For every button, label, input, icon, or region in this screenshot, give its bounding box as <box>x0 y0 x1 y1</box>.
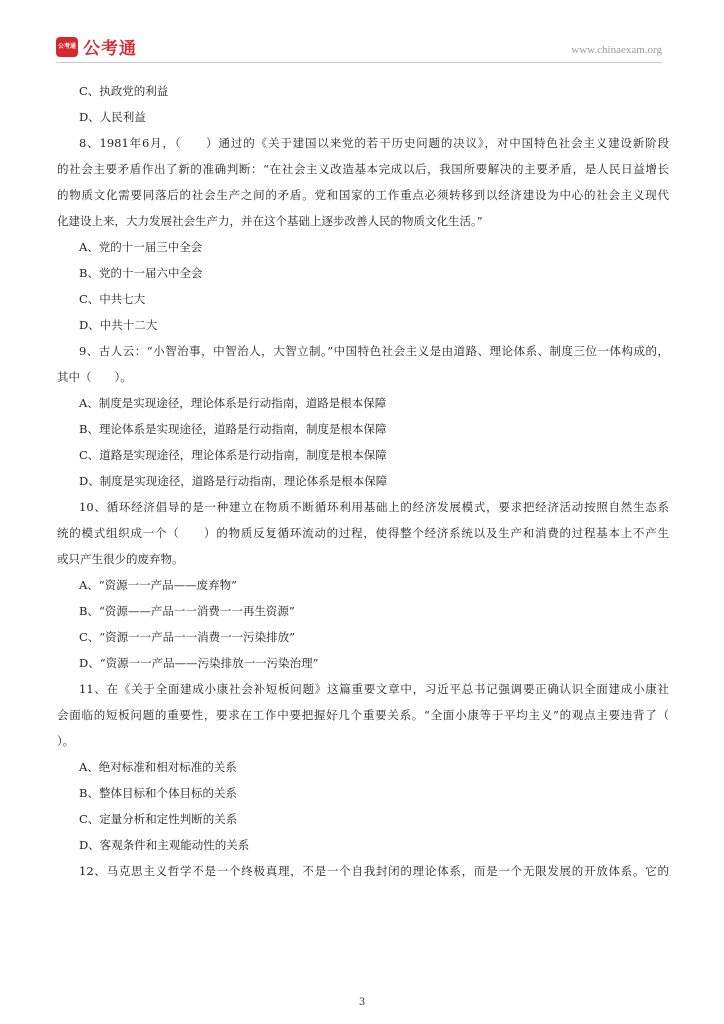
text-line: 其中（ ）。 <box>57 370 132 384</box>
answer-option: B、党的十一届六中全会 <box>79 266 203 280</box>
answer-option: A、绝对标准和相对标准的关系 <box>79 760 237 774</box>
logo-text: 公考通 <box>83 39 137 59</box>
site-url[interactable]: www.chinaexam.org <box>571 44 662 56</box>
answer-option: A、制度是实现途径，理论体系是行动指南，道路是根本保障 <box>79 396 387 410</box>
question-text: 9、古人云：“小智治事，中智治人，大智立制。”中国特色社会主义是由道路、理论体系、制度三位一体构成的， <box>79 344 669 358</box>
logo[interactable] <box>56 34 137 59</box>
header-divider <box>56 62 662 63</box>
question-text: 10、循环经济倡导的是一种建立在物质不断循环利用基础上的经济发展模式，要求把经济活动按照自然生态系 <box>79 500 669 514</box>
question-text: 12、马克思主义哲学不是一个终极真理，不是一个自我封闭的理论体系，而是一个无限发展的开放体系。它的 <box>79 864 669 878</box>
answer-option: D、客观条件和主观能动性的关系 <box>79 838 250 852</box>
answer-option: D、人民利益 <box>79 110 146 124</box>
text-line: ）。 <box>57 734 75 748</box>
page-number: 3 <box>358 997 366 1008</box>
answer-option: B、整体目标和个体目标的关系 <box>79 786 237 800</box>
text-line: 的物质文化需要同落后的社会生产之间的矛盾。党和国家的工作重点必须转移到以经济建设为中心的社会主义现代 <box>57 188 669 202</box>
text-line: 的社会主要矛盾作出了新的准确判断：“在社会主义改造基本完成以后，我国所要解决的主要矛盾，是人民日益增长 <box>57 162 669 176</box>
page-header <box>56 34 662 62</box>
text-line: 统的模式组织成一个（ ）的物质反复循环流动的过程，使得整个经济系统以及生产和消费的过程基本上不产生 <box>57 526 669 540</box>
answer-option: A、“资源一一产品——废弃物” <box>79 578 238 592</box>
text-line: 化建设上来，大力发展社会生产力，并在这个基础上逐步改善人民的物质文化生活。” <box>57 214 483 228</box>
answer-option: C、定量分析和定性判断的关系 <box>79 812 238 826</box>
question-text: 8、1981年6月，（ ）通过的《关于建国以来党的若干历史问题的决议》，对中国特色社会主义建设新阶段 <box>79 136 669 150</box>
answer-option: C、道路是实现途径，理论体系是行动指南，制度是根本保障 <box>79 448 387 462</box>
text-line: 会面临的短板问题的重要性，要求在工作中要把握好几个重要关系。“全面小康等于平均主义”的观点主要违背了（ <box>57 708 669 722</box>
answer-option: D、“资源一一产品——污染排放一一污染治理” <box>79 656 319 670</box>
answer-option: C、中共七大 <box>79 292 146 306</box>
answer-option: B、理论体系是实现途径，道路是行动指南，制度是根本保障 <box>79 422 387 436</box>
question-text: 11、在《关于全面建成小康社会补短板问题》这篇重要文章中，习近平总书记强调要正确认识全面建成小康社 <box>79 682 669 696</box>
answer-option: C、执政党的利益 <box>79 84 169 98</box>
answer-option: D、中共十二大 <box>79 318 158 332</box>
answer-option: A、党的十一届三中全会 <box>79 240 203 254</box>
document-body <box>57 78 669 884</box>
answer-option: B、“资源——产品一一消费一一再生资源” <box>79 604 295 618</box>
logo-badge-icon: 公考通 <box>56 37 78 57</box>
answer-option: C、“资源一一产品一一消费一一污染排放” <box>79 630 296 644</box>
text-line: 或只产生很少的废弃物。 <box>57 552 184 566</box>
answer-option: D、制度是实现途径，道路是行动指南，理论体系是根本保障 <box>79 474 388 488</box>
